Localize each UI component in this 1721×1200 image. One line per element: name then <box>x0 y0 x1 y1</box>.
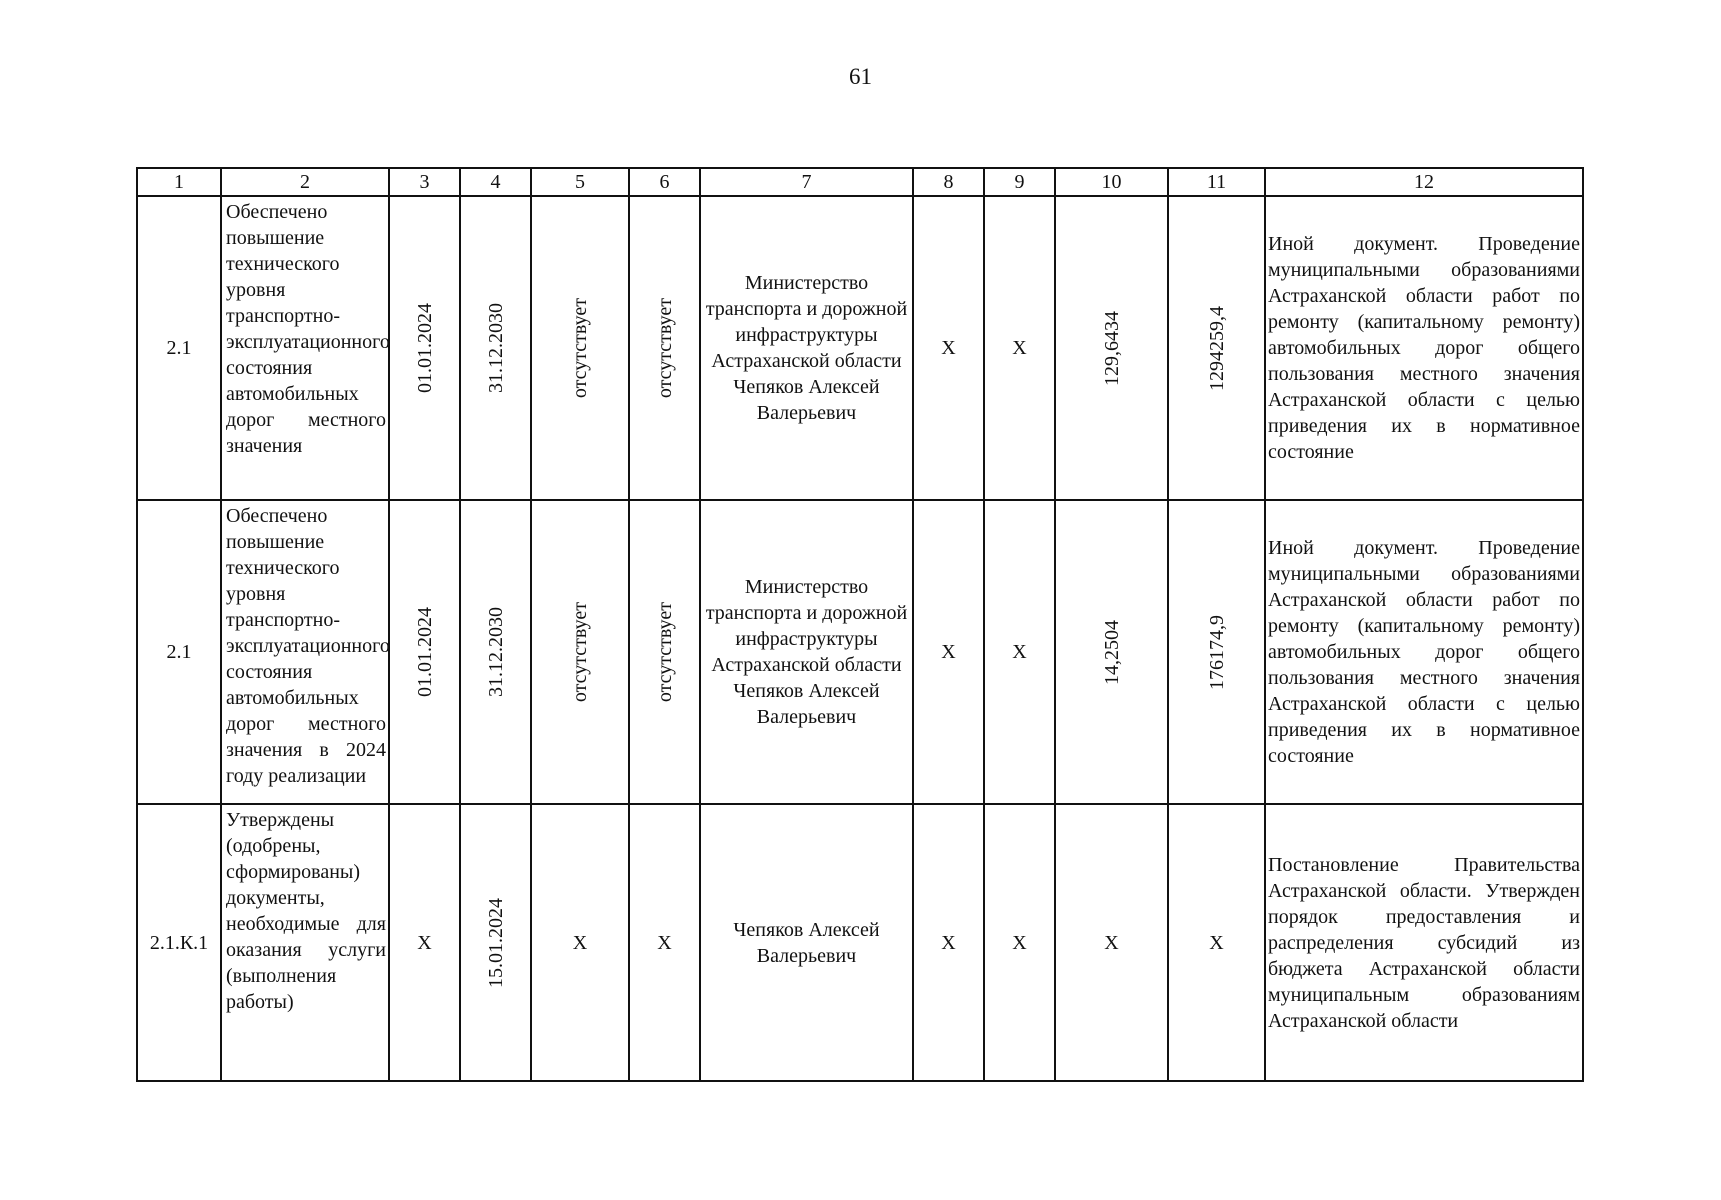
responsible: Чепяков Алексей Валерьевич <box>700 804 913 1081</box>
document-cell <box>1265 196 1583 500</box>
responsible: Министерство транспорта и дорожной инфраструктуры Астраханской области Чепяков Алексей Валерьевич <box>700 196 913 500</box>
document-text: Постановление Правительства Астраханской области. Утвержден порядок предоставления и распределения субсидий из бюджета Астраханской области муниципальным образованиям Астраханской области <box>1268 853 1580 1032</box>
start-date-cell <box>389 196 460 500</box>
table-row <box>137 804 1583 1081</box>
col8-value: X <box>913 500 984 804</box>
row-number: 2.1 <box>137 196 221 500</box>
document-table <box>136 167 1584 1082</box>
col11-value: 176174,9 <box>1205 614 1228 690</box>
start-date: 01.01.2024 <box>413 607 436 697</box>
row-number: 2.1 <box>137 500 221 804</box>
result-name <box>221 196 389 500</box>
col5-value: отсутствует <box>569 601 591 703</box>
col5-cell <box>531 500 629 804</box>
header-cell: 4 <box>460 168 531 196</box>
document-cell <box>1265 804 1583 1081</box>
end-date-cell <box>460 196 531 500</box>
header-row <box>137 168 1583 196</box>
col8-value: X <box>913 804 984 1081</box>
document-text: Иной документ. Проведение муниципальными образованиями Астраханской области работ по ремонту (капитальному ремонту) автомобильных дорог общего пользования местного значения Астраханской области с целью приведения их в нормативное состояние <box>1268 233 1580 463</box>
col11-cell <box>1168 196 1265 500</box>
col6-value: X <box>629 804 700 1081</box>
date-cell <box>460 804 531 1081</box>
start-date: 01.01.2024 <box>413 303 436 393</box>
col6-cell <box>629 196 700 500</box>
col10-value: X <box>1055 804 1168 1081</box>
end-date: 31.12.2030 <box>484 607 507 697</box>
header-cell: 6 <box>629 168 700 196</box>
col5-cell <box>531 196 629 500</box>
header-cell: 8 <box>913 168 984 196</box>
responsible: Министерство транспорта и дорожной инфраструктуры Астраханской области Чепяков Алексей Валерьевич <box>700 500 913 804</box>
col11-value: X <box>1168 804 1265 1081</box>
col9-value: X <box>984 804 1055 1081</box>
col11-cell <box>1168 500 1265 804</box>
col10-cell <box>1055 500 1168 804</box>
col8-value: X <box>913 196 984 500</box>
header-cell: 10 <box>1055 168 1168 196</box>
header-cell: 3 <box>389 168 460 196</box>
header-cell: 11 <box>1168 168 1265 196</box>
table-row <box>137 196 1583 500</box>
col11-value: 1294259,4 <box>1205 305 1228 391</box>
row-number: 2.1.К.1 <box>137 804 221 1081</box>
start-date-cell <box>389 500 460 804</box>
document-text: Иной документ. Проведение муниципальными образованиями Астраханской области работ по ремонту (капитальному ремонту) автомобильных дорог общего пользования местного значения Астраханской области с целью приведения их в нормативное состояние <box>1268 537 1580 767</box>
header-cell: 1 <box>137 168 221 196</box>
header-cell: 2 <box>221 168 389 196</box>
col3-value: X <box>389 804 460 1081</box>
result-name-text: Обеспечено повышение технического уровня транспортно-эксплуатационного состояния автомобильных дорог местного значения <box>226 201 390 457</box>
header-cell: 9 <box>984 168 1055 196</box>
col5-value: X <box>531 804 629 1081</box>
result-name-text: Утверждены (одобрены, сформированы) документы, необходимые для оказания услуги (выполнения работы) <box>226 809 386 1013</box>
result-name <box>221 500 389 804</box>
end-date: 31.12.2030 <box>484 303 507 393</box>
date-value: 15.01.2024 <box>484 897 507 988</box>
document-cell <box>1265 500 1583 804</box>
page-number: 61 <box>849 64 872 89</box>
header-cell: 7 <box>700 168 913 196</box>
col10-value: 129,6434 <box>1100 310 1123 386</box>
header-cell: 12 <box>1265 168 1583 196</box>
end-date-cell <box>460 500 531 804</box>
result-name-text: Обеспечено повышение технического уровня транспортно-эксплуатационного состояния автомобильных дорог местного значения в 2024 году реализации <box>226 505 390 787</box>
col5-value: отсутствует <box>569 297 591 399</box>
col6-cell <box>629 500 700 804</box>
col10-value: 14,2504 <box>1100 619 1123 685</box>
col10-cell <box>1055 196 1168 500</box>
col9-value: X <box>984 196 1055 500</box>
col6-value: отсутствует <box>653 601 676 703</box>
result-name <box>221 804 389 1081</box>
col9-value: X <box>984 500 1055 804</box>
header-cell: 5 <box>531 168 629 196</box>
col6-value: отсутствует <box>653 297 676 399</box>
table-row <box>137 500 1583 804</box>
